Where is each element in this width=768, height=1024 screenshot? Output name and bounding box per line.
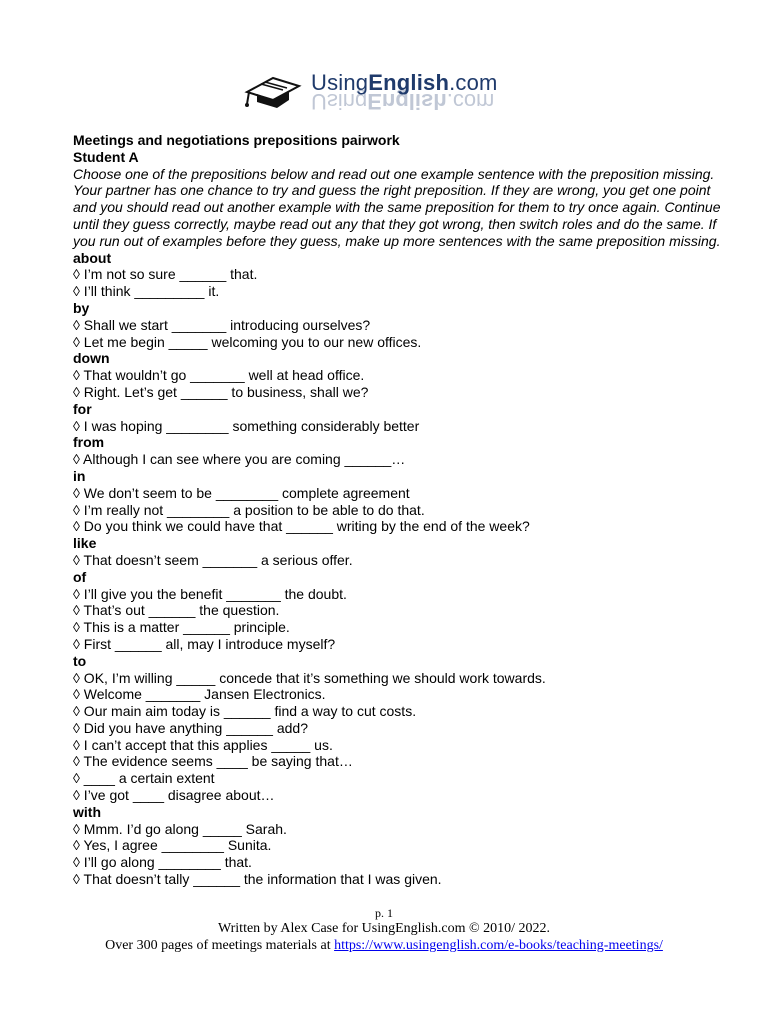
example-sentence: ◊ Mmm. I’d go along _____ Sarah. xyxy=(73,820,287,837)
promo-text: Over 300 pages of meetings materials at xyxy=(105,938,335,953)
example-sentence: ◊ This is a matter ______ principle. xyxy=(73,619,290,636)
logo-wordmark: UsingEnglish.com xyxy=(311,70,498,95)
example-sentence: ◊ I’m not so sure ______ that. xyxy=(73,266,258,283)
example-sentence: ◊ Shall we start _______ introducing ourselves? xyxy=(73,316,371,333)
preposition-heading: in xyxy=(73,467,86,484)
preposition-heading: down xyxy=(73,350,110,367)
example-sentence: ◊ Welcome _______ Jansen Electronics. xyxy=(73,686,326,703)
usingenglish-logo[interactable] xyxy=(243,70,533,112)
example-sentence: ◊ Right. Let’s get ______ to business, shall we? xyxy=(73,383,369,400)
example-sentence: ◊ I was hoping ________ something considerably better xyxy=(73,417,420,434)
example-sentence: ◊ The evidence seems ____ be saying that… xyxy=(73,753,353,770)
instructions-paragraph: Choose one of the prepositions below and read out one example sentence with the preposition missing. Your partner has one chance to try and guess the right preposition. If they are wrong, you get one point and you should read out another example with the same preposition for them to try once again. Continue until they guess correctly, maybe read out any that they got wrong, then switch roles and do the same. If you run out of examples before they guess, make up more sentences with the same preposition missing. xyxy=(73,165,721,249)
preposition-heading: of xyxy=(73,568,87,585)
mortarboard-icon xyxy=(243,70,303,110)
example-sentence: ◊ Although I can see where you are coming ______… xyxy=(73,451,406,468)
example-sentence: ◊ OK, I’m willing _____ concede that it’s something we should work towards. xyxy=(73,669,546,686)
example-sentence: ◊ I’m really not ________ a position to be able to do that. xyxy=(73,501,425,518)
example-sentence: ◊ Did you have anything ______ add? xyxy=(73,719,308,736)
logo-reflection: UsingEnglish.com xyxy=(311,89,495,114)
example-sentence: ◊ I’ll go along ________ that. xyxy=(73,854,252,871)
preposition-heading: by xyxy=(73,299,90,316)
example-sentence: ◊ I’ve got ____ disagree about… xyxy=(73,787,275,804)
example-sentence: ◊ Let me begin _____ welcoming you to our new offices. xyxy=(73,333,422,350)
preposition-heading: from xyxy=(73,434,105,451)
materials-promo xyxy=(0,937,768,954)
page-title: Meetings and negotiations prepositions pairwork xyxy=(73,132,400,148)
example-sentence: ◊ We don’t seem to be ________ complete agreement xyxy=(73,484,410,501)
preposition-heading: to xyxy=(73,652,87,669)
example-sentence: ◊ I’ll think _________ it. xyxy=(73,283,220,300)
preposition-heading: with xyxy=(73,803,101,820)
example-sentence: ◊ I can’t accept that this applies _____ us. xyxy=(73,736,333,753)
example-sentence: ◊ I’ll give you the benefit _______ the doubt. xyxy=(73,585,347,602)
page-footer xyxy=(0,906,768,954)
page-number: p. 1 xyxy=(375,906,393,920)
example-sentence: ◊ First ______ all, may I introduce myself? xyxy=(73,635,336,652)
example-sentence: ◊ Yes, I agree ________ Sunita. xyxy=(73,837,272,854)
example-sentence: ◊ Our main aim today is ______ find a way to cut costs. xyxy=(73,703,417,720)
example-sentence: ◊ ____ a certain extent xyxy=(73,770,215,787)
example-sentence: ◊ That’s out ______ the question. xyxy=(73,602,280,619)
worksheet-content xyxy=(73,132,733,888)
example-sentence: ◊ That doesn’t seem _______ a serious offer. xyxy=(73,551,353,568)
example-sentence: ◊ That doesn’t tally ______ the information that I was given. xyxy=(73,871,442,888)
student-label: Student A xyxy=(73,148,139,165)
preposition-heading: for xyxy=(73,400,92,417)
teaching-meetings-link[interactable]: https://www.usingenglish.com/e-books/teaching-meetings/ xyxy=(334,938,663,953)
preposition-groups xyxy=(73,250,733,888)
preposition-heading: about xyxy=(73,249,112,266)
preposition-heading: like xyxy=(73,535,97,552)
example-sentence: ◊ Do you think we could have that ______ writing by the end of the week? xyxy=(73,518,530,535)
author-credit: Written by Alex Case for UsingEnglish.com © 2010/ 2022. xyxy=(217,921,551,936)
example-sentence: ◊ That wouldn’t go _______ well at head office. xyxy=(73,367,365,384)
